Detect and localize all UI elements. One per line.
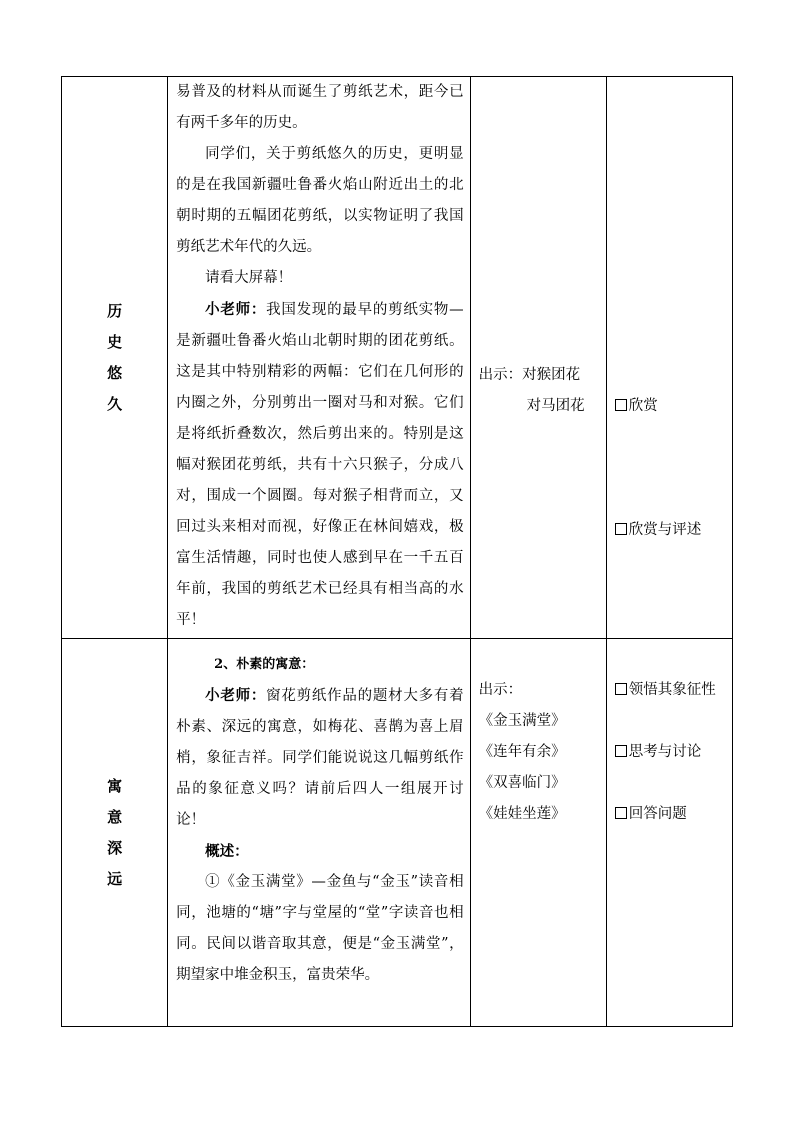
activity-label: 领悟其象征性 <box>628 682 716 698</box>
activity-item <box>615 737 728 768</box>
section-label-meaning <box>62 639 168 1027</box>
paragraph: 请看大屏幕！ <box>205 270 293 286</box>
checkbox-icon <box>615 745 627 757</box>
activity-label: 思考与讨论 <box>628 744 702 760</box>
activity-item <box>615 675 728 706</box>
lesson-plan-table <box>61 76 733 1027</box>
show-item: 《连年有余》 <box>478 744 566 760</box>
show-label: 出示： <box>478 682 523 698</box>
activity-item <box>615 799 728 830</box>
teacher-paragraph <box>176 680 463 836</box>
row-meaning <box>62 639 733 1027</box>
label-char: 寓 <box>107 776 123 795</box>
checkbox-icon <box>615 523 627 535</box>
paragraph: 易普及的材料从而诞生了剪纸艺术，距今已有两千多年的历史。 <box>176 84 464 131</box>
show-item: 《金玉满堂》 <box>478 713 566 729</box>
section-label-history <box>62 77 168 639</box>
checkbox-icon <box>615 807 627 819</box>
activity-label: 回答问题 <box>628 806 687 822</box>
section-title: 2、朴素的寓意： <box>214 657 315 672</box>
show-line: 对马团花 <box>526 398 585 414</box>
label-char: 久 <box>107 394 123 413</box>
label-char: 远 <box>107 869 123 888</box>
teacher-label: 小老师： <box>205 687 267 704</box>
summary-label: 概述： <box>205 843 249 860</box>
teacher-paragraph <box>176 294 463 636</box>
checkbox-icon <box>615 399 627 411</box>
media-column-meaning <box>470 639 606 1027</box>
activity-column-history <box>606 77 732 639</box>
label-char: 悠 <box>107 363 123 382</box>
show-item: 《双喜临门》 <box>478 775 566 791</box>
label-char: 意 <box>107 807 123 826</box>
activity-label: 欣赏与评述 <box>628 522 702 538</box>
checkbox-icon <box>615 683 627 695</box>
activity-label: 欣赏 <box>628 398 658 414</box>
activity-column-meaning <box>606 639 732 1027</box>
label-char: 历 <box>107 301 123 320</box>
teacher-text: 窗花剪纸作品的题材大多有着朴素、深远的寓意，如梅花、喜鹊为喜上眉梢，象征吉祥。同学们能说说这几幅剪纸作品的象征意义吗？请前后四人一组展开讨论！ <box>176 688 464 828</box>
row-history <box>62 77 733 639</box>
teaching-content-history <box>168 77 470 639</box>
teacher-label: 小老师： <box>205 301 267 318</box>
show-line: 出示：对猴团花 <box>478 367 581 383</box>
label-char: 史 <box>107 332 123 351</box>
teaching-content-meaning <box>168 639 470 1027</box>
media-column-history <box>470 77 606 639</box>
teacher-text: 我国发现的最早的剪纸实物—是新疆吐鲁番火焰山北朝时期的团花剪纸。这是其中特别精彩的两幅：它们在几何形的内圈之外，分别剪出一圈对马和对猴。它们是将纸折叠数次，然后剪出来的。特别是这幅对猴团花剪纸，共有十六只猴子，分成八对，围成一个圆圈。每对猴子相背而立，又回过头来相对而视，好像正在林间嬉戏，极富生活情趣，同时也使人感到早在一千五百年前，我国的剪纸艺术已经具有相当高的水平！ <box>176 302 464 628</box>
activity-item <box>615 391 728 422</box>
label-char: 深 <box>107 838 123 857</box>
activity-item <box>615 515 728 546</box>
paragraph: 同学们，关于剪纸悠久的历史，更明显的是在我国新疆吐鲁番火焰山附近出土的北朝时期的五幅团花剪纸，以实物证明了我国剪纸艺术年代的久远。 <box>176 146 464 255</box>
summary-paragraph: ①《金玉满堂》—金鱼与“金玉”读音相同，池塘的“塘”字与堂屋的“堂”字读音也相同。民间以谐音取其意，便是“金玉满堂”，期望家中堆金积玉，富贵荣华。 <box>176 874 464 983</box>
show-item: 《娃娃坐莲》 <box>478 806 566 822</box>
